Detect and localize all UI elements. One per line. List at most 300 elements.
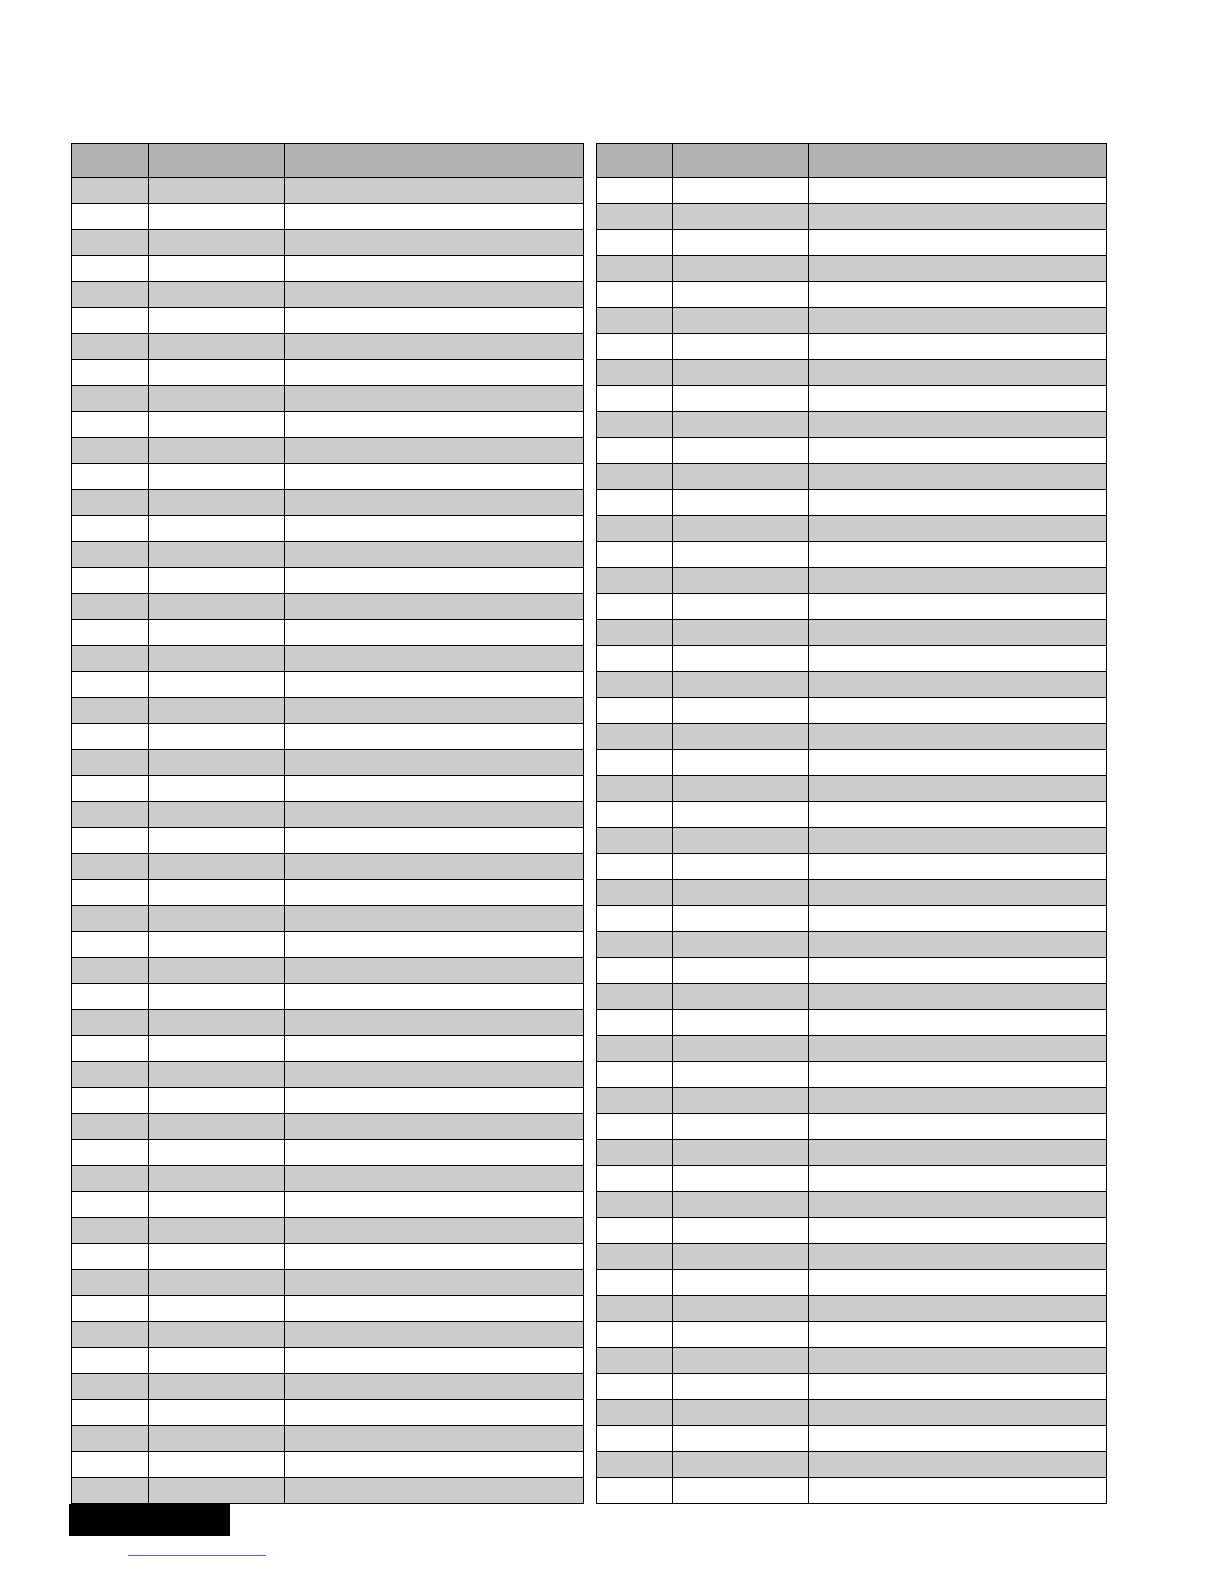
left-table-cell bbox=[149, 438, 285, 464]
left-table-row bbox=[72, 594, 584, 620]
left-table-cell bbox=[149, 906, 285, 932]
right-table-cell bbox=[673, 568, 809, 594]
right-table-cell bbox=[597, 1088, 673, 1114]
right-table-cell bbox=[597, 1036, 673, 1062]
left-table-row bbox=[72, 958, 584, 984]
left-table-row bbox=[72, 1244, 584, 1270]
left-table-cell bbox=[72, 516, 149, 542]
right-table-cell bbox=[809, 256, 1107, 282]
right-table-cell bbox=[597, 932, 673, 958]
right-table-row bbox=[597, 1088, 1107, 1114]
left-table-cell bbox=[149, 698, 285, 724]
left-table-row bbox=[72, 1478, 584, 1504]
left-table-cell bbox=[285, 724, 584, 750]
left-table-cell bbox=[285, 412, 584, 438]
left-table-row bbox=[72, 438, 584, 464]
right-table-cell bbox=[673, 282, 809, 308]
left-table-row bbox=[72, 854, 584, 880]
right-table-cell bbox=[597, 490, 673, 516]
right-table-cell bbox=[597, 672, 673, 698]
right-table-cell bbox=[597, 750, 673, 776]
right-table-row bbox=[597, 1140, 1107, 1166]
right-table-row bbox=[597, 620, 1107, 646]
right-table-cell bbox=[597, 256, 673, 282]
left-table-row bbox=[72, 984, 584, 1010]
right-table-cell bbox=[673, 1218, 809, 1244]
right-table-header-cell bbox=[597, 144, 673, 178]
left-table-cell bbox=[149, 620, 285, 646]
left-table-cell bbox=[72, 1218, 149, 1244]
right-table-cell bbox=[673, 1322, 809, 1348]
right-table-row bbox=[597, 750, 1107, 776]
right-table-row bbox=[597, 1374, 1107, 1400]
right-table-row bbox=[597, 1062, 1107, 1088]
right-table-row bbox=[597, 828, 1107, 854]
left-table-cell bbox=[72, 750, 149, 776]
left-table-row bbox=[72, 1270, 584, 1296]
right-table-cell bbox=[597, 958, 673, 984]
left-table-cell bbox=[285, 1062, 584, 1088]
right-table-row bbox=[597, 1478, 1107, 1504]
right-table-row bbox=[597, 1010, 1107, 1036]
left-table-cell bbox=[285, 464, 584, 490]
left-table-cell bbox=[285, 568, 584, 594]
right-table-cell bbox=[809, 386, 1107, 412]
left-table bbox=[71, 143, 584, 1504]
right-table-cell bbox=[597, 1270, 673, 1296]
right-table-cell bbox=[673, 1114, 809, 1140]
right-table-row bbox=[597, 776, 1107, 802]
right-table-cell bbox=[597, 802, 673, 828]
left-table-header-cell bbox=[285, 144, 584, 178]
left-table-row bbox=[72, 1010, 584, 1036]
right-table-row bbox=[597, 1452, 1107, 1478]
left-table-cell bbox=[72, 1452, 149, 1478]
left-table-row bbox=[72, 1062, 584, 1088]
left-table-row bbox=[72, 1088, 584, 1114]
right-table-cell bbox=[809, 360, 1107, 386]
right-table-cell bbox=[673, 1036, 809, 1062]
left-table-cell bbox=[72, 1088, 149, 1114]
right-table-cell bbox=[809, 1192, 1107, 1218]
right-table-cell bbox=[809, 334, 1107, 360]
right-table-cell bbox=[597, 568, 673, 594]
left-table-cell bbox=[72, 568, 149, 594]
left-table-cell bbox=[149, 1296, 285, 1322]
left-table-cell bbox=[285, 1010, 584, 1036]
right-table-cell bbox=[673, 1348, 809, 1374]
left-table-cell bbox=[72, 646, 149, 672]
left-table-cell bbox=[285, 698, 584, 724]
right-table-cell bbox=[597, 984, 673, 1010]
right-table-cell bbox=[809, 1010, 1107, 1036]
left-table-cell bbox=[72, 438, 149, 464]
right-table-header-cell bbox=[809, 144, 1107, 178]
right-table-row bbox=[597, 1036, 1107, 1062]
left-table-row bbox=[72, 256, 584, 282]
right-table-header-cell bbox=[673, 144, 809, 178]
right-table-row bbox=[597, 1322, 1107, 1348]
right-table-row bbox=[597, 854, 1107, 880]
right-table-row bbox=[597, 1348, 1107, 1374]
left-table-cell bbox=[72, 230, 149, 256]
left-table-cell bbox=[285, 802, 584, 828]
right-table-cell bbox=[597, 646, 673, 672]
right-table-row bbox=[597, 464, 1107, 490]
right-table-row bbox=[597, 334, 1107, 360]
left-table-cell bbox=[285, 750, 584, 776]
right-table-cell bbox=[809, 854, 1107, 880]
right-table-cell bbox=[673, 594, 809, 620]
left-table-cell bbox=[149, 646, 285, 672]
right-table-cell bbox=[673, 464, 809, 490]
right-table-cell bbox=[597, 906, 673, 932]
right-table-cell bbox=[673, 230, 809, 256]
left-table-cell bbox=[285, 1218, 584, 1244]
left-table-cell bbox=[72, 256, 149, 282]
right-table-cell bbox=[809, 932, 1107, 958]
right-table-cell bbox=[597, 698, 673, 724]
left-table-cell bbox=[72, 906, 149, 932]
right-table-cell bbox=[809, 1426, 1107, 1452]
right-table-row bbox=[597, 1192, 1107, 1218]
left-table-cell bbox=[285, 932, 584, 958]
right-table-cell bbox=[809, 776, 1107, 802]
right-table-cell bbox=[809, 1062, 1107, 1088]
right-table-cell bbox=[809, 1244, 1107, 1270]
right-table-row bbox=[597, 490, 1107, 516]
right-table-cell bbox=[673, 1296, 809, 1322]
left-table-cell bbox=[285, 672, 584, 698]
left-table-cell bbox=[72, 1400, 149, 1426]
right-table-cell bbox=[597, 620, 673, 646]
right-table-cell bbox=[809, 958, 1107, 984]
left-table-cell bbox=[285, 594, 584, 620]
left-table-cell bbox=[285, 880, 584, 906]
right-table-cell bbox=[809, 1088, 1107, 1114]
left-table-cell bbox=[149, 1166, 285, 1192]
left-table-cell bbox=[72, 880, 149, 906]
right-table-cell bbox=[809, 412, 1107, 438]
left-table-cell bbox=[149, 958, 285, 984]
left-table-cell bbox=[149, 672, 285, 698]
left-table-cell bbox=[285, 1114, 584, 1140]
right-table-cell bbox=[673, 308, 809, 334]
left-table-cell bbox=[72, 1348, 149, 1374]
right-table-cell bbox=[597, 412, 673, 438]
right-table-cell bbox=[597, 464, 673, 490]
left-table-cell bbox=[72, 854, 149, 880]
left-table-cell bbox=[72, 1062, 149, 1088]
right-table-cell bbox=[597, 1062, 673, 1088]
left-table-cell bbox=[149, 1114, 285, 1140]
right-table-cell bbox=[809, 1166, 1107, 1192]
left-table-body bbox=[72, 178, 584, 1504]
left-table-cell bbox=[285, 620, 584, 646]
left-table-cell bbox=[285, 906, 584, 932]
left-table-cell bbox=[149, 256, 285, 282]
left-table-cell bbox=[72, 802, 149, 828]
left-table-cell bbox=[285, 178, 584, 204]
left-table-row bbox=[72, 308, 584, 334]
left-table-cell bbox=[149, 542, 285, 568]
right-table-cell bbox=[597, 542, 673, 568]
right-table-cell bbox=[597, 594, 673, 620]
right-table-cell bbox=[597, 724, 673, 750]
right-table-cell bbox=[597, 880, 673, 906]
left-table-cell bbox=[72, 1036, 149, 1062]
left-table-cell bbox=[72, 828, 149, 854]
left-table-cell bbox=[285, 1322, 584, 1348]
left-table-cell bbox=[149, 724, 285, 750]
right-table-row bbox=[597, 1218, 1107, 1244]
right-table-cell bbox=[597, 854, 673, 880]
left-table-cell bbox=[72, 958, 149, 984]
left-table-cell bbox=[72, 1192, 149, 1218]
right-table-cell bbox=[597, 1400, 673, 1426]
left-table-cell bbox=[72, 308, 149, 334]
right-table-cell bbox=[673, 1452, 809, 1478]
right-table-cell bbox=[597, 516, 673, 542]
left-table-cell bbox=[149, 1010, 285, 1036]
left-table-cell bbox=[72, 542, 149, 568]
right-table-row bbox=[597, 282, 1107, 308]
right-table-cell bbox=[597, 1192, 673, 1218]
left-table-row bbox=[72, 516, 584, 542]
left-table-row bbox=[72, 672, 584, 698]
right-table-row bbox=[597, 1426, 1107, 1452]
left-table-row bbox=[72, 204, 584, 230]
left-table-cell bbox=[149, 1036, 285, 1062]
left-table-cell bbox=[285, 256, 584, 282]
right-table-cell bbox=[673, 958, 809, 984]
left-table-row bbox=[72, 932, 584, 958]
right-table-cell bbox=[809, 1322, 1107, 1348]
right-table-cell bbox=[809, 802, 1107, 828]
right-table-cell bbox=[673, 906, 809, 932]
right-table-cell bbox=[809, 594, 1107, 620]
left-table-cell bbox=[149, 880, 285, 906]
left-table-header-cell bbox=[72, 144, 149, 178]
right-table-cell bbox=[597, 1426, 673, 1452]
right-table-cell bbox=[597, 1166, 673, 1192]
left-table-cell bbox=[285, 1036, 584, 1062]
right-table-cell bbox=[597, 1374, 673, 1400]
left-table-cell bbox=[149, 1062, 285, 1088]
right-table-cell bbox=[597, 334, 673, 360]
left-table-cell bbox=[149, 1192, 285, 1218]
right-table-cell bbox=[809, 490, 1107, 516]
left-table-cell bbox=[285, 386, 584, 412]
right-table-cell bbox=[673, 698, 809, 724]
left-table-cell bbox=[149, 1322, 285, 1348]
right-table-cell bbox=[673, 542, 809, 568]
left-table-cell bbox=[285, 984, 584, 1010]
right-table-cell bbox=[597, 1218, 673, 1244]
left-table-cell bbox=[149, 386, 285, 412]
left-table-row bbox=[72, 750, 584, 776]
right-table-row bbox=[597, 1244, 1107, 1270]
right-table-cell bbox=[673, 1088, 809, 1114]
left-table-cell bbox=[285, 958, 584, 984]
right-table-cell bbox=[809, 1218, 1107, 1244]
left-table-row bbox=[72, 1114, 584, 1140]
right-table-cell bbox=[673, 1426, 809, 1452]
right-table-cell bbox=[673, 984, 809, 1010]
left-table-cell bbox=[72, 282, 149, 308]
right-table-cell bbox=[809, 568, 1107, 594]
right-table-cell bbox=[673, 204, 809, 230]
right-table-cell bbox=[597, 776, 673, 802]
right-table-cell bbox=[809, 1374, 1107, 1400]
right-table-row bbox=[597, 256, 1107, 282]
left-table-row bbox=[72, 1452, 584, 1478]
left-table-row bbox=[72, 880, 584, 906]
left-table-cell bbox=[72, 1322, 149, 1348]
left-table-cell bbox=[149, 516, 285, 542]
left-table-row bbox=[72, 1296, 584, 1322]
right-table-cell bbox=[597, 360, 673, 386]
left-table-cell bbox=[149, 828, 285, 854]
footer-link-underline[interactable] bbox=[128, 1555, 266, 1557]
left-table-cell bbox=[72, 1010, 149, 1036]
left-table-cell bbox=[72, 1166, 149, 1192]
right-table-row bbox=[597, 906, 1107, 932]
right-table-row bbox=[597, 698, 1107, 724]
right-table-cell bbox=[809, 672, 1107, 698]
left-table-row bbox=[72, 1140, 584, 1166]
left-table-row bbox=[72, 1400, 584, 1426]
right-table-cell bbox=[673, 880, 809, 906]
right-table-cell bbox=[809, 1296, 1107, 1322]
right-table-cell bbox=[809, 542, 1107, 568]
right-table-cell bbox=[809, 906, 1107, 932]
left-table-row bbox=[72, 1192, 584, 1218]
left-table-row bbox=[72, 828, 584, 854]
right-table-cell bbox=[673, 672, 809, 698]
left-table-cell bbox=[285, 1478, 584, 1504]
right-table-cell bbox=[673, 1244, 809, 1270]
right-table-row bbox=[597, 984, 1107, 1010]
left-table-row bbox=[72, 698, 584, 724]
right-table-cell bbox=[597, 308, 673, 334]
right-table-row bbox=[597, 802, 1107, 828]
left-table-row bbox=[72, 1218, 584, 1244]
right-table-cell bbox=[809, 178, 1107, 204]
left-table-cell bbox=[72, 1296, 149, 1322]
left-table-row bbox=[72, 1426, 584, 1452]
right-table-row bbox=[597, 1400, 1107, 1426]
left-table-row bbox=[72, 906, 584, 932]
right-table-row bbox=[597, 594, 1107, 620]
left-table-cell bbox=[149, 1400, 285, 1426]
left-table-cell bbox=[285, 490, 584, 516]
left-table-cell bbox=[285, 854, 584, 880]
right-table-cell bbox=[597, 1244, 673, 1270]
left-table-row bbox=[72, 360, 584, 386]
left-table-cell bbox=[285, 204, 584, 230]
right-table-row bbox=[597, 308, 1107, 334]
right-table-cell bbox=[673, 854, 809, 880]
right-table-cell bbox=[597, 230, 673, 256]
left-table-cell bbox=[149, 1452, 285, 1478]
right-table-row bbox=[597, 932, 1107, 958]
right-table-row bbox=[597, 230, 1107, 256]
left-table-cell bbox=[149, 1140, 285, 1166]
left-table-cell bbox=[149, 1270, 285, 1296]
right-table-cell bbox=[809, 1400, 1107, 1426]
left-table-cell bbox=[149, 412, 285, 438]
right-table-cell bbox=[809, 646, 1107, 672]
right-table-cell bbox=[809, 230, 1107, 256]
right-table-row bbox=[597, 1114, 1107, 1140]
left-table-cell bbox=[149, 1348, 285, 1374]
left-table-cell bbox=[285, 230, 584, 256]
left-table-cell bbox=[285, 1400, 584, 1426]
right-table-cell bbox=[809, 438, 1107, 464]
left-table-cell bbox=[72, 412, 149, 438]
left-table-row bbox=[72, 802, 584, 828]
left-table-cell bbox=[72, 1426, 149, 1452]
left-table-cell bbox=[72, 204, 149, 230]
left-table-cell bbox=[285, 1192, 584, 1218]
left-table-cell bbox=[149, 178, 285, 204]
left-table-cell bbox=[285, 334, 584, 360]
right-table-cell bbox=[673, 1478, 809, 1504]
right-table-cell bbox=[809, 1114, 1107, 1140]
right-table-cell bbox=[673, 724, 809, 750]
right-table bbox=[596, 143, 1107, 1504]
left-table-cell bbox=[72, 334, 149, 360]
right-table-cell bbox=[809, 880, 1107, 906]
right-table-cell bbox=[673, 750, 809, 776]
right-table-cell bbox=[809, 1452, 1107, 1478]
right-table-cell bbox=[673, 828, 809, 854]
left-table-cell bbox=[285, 828, 584, 854]
left-table-row bbox=[72, 568, 584, 594]
left-table-cell bbox=[149, 776, 285, 802]
left-table-cell bbox=[149, 334, 285, 360]
right-table-cell bbox=[597, 1114, 673, 1140]
left-table-cell bbox=[149, 490, 285, 516]
left-table-row bbox=[72, 490, 584, 516]
left-table-cell bbox=[285, 360, 584, 386]
left-table-cell bbox=[285, 776, 584, 802]
left-table-cell bbox=[149, 230, 285, 256]
left-table-row bbox=[72, 620, 584, 646]
right-table-cell bbox=[809, 620, 1107, 646]
right-table-row bbox=[597, 1166, 1107, 1192]
right-table-row bbox=[597, 1270, 1107, 1296]
left-table-cell bbox=[285, 1088, 584, 1114]
right-table-cell bbox=[673, 646, 809, 672]
left-table-cell bbox=[149, 464, 285, 490]
left-table-row bbox=[72, 776, 584, 802]
left-table-header-row bbox=[72, 144, 584, 178]
right-table-cell bbox=[809, 308, 1107, 334]
right-table-cell bbox=[597, 1452, 673, 1478]
left-table-cell bbox=[149, 932, 285, 958]
left-table-cell bbox=[285, 438, 584, 464]
left-table-cell bbox=[149, 204, 285, 230]
right-table-cell bbox=[597, 1478, 673, 1504]
right-table-cell bbox=[673, 1192, 809, 1218]
left-table-cell bbox=[72, 386, 149, 412]
left-table-cell bbox=[72, 984, 149, 1010]
right-table-cell bbox=[809, 1270, 1107, 1296]
left-table-cell bbox=[72, 178, 149, 204]
right-table-cell bbox=[673, 438, 809, 464]
